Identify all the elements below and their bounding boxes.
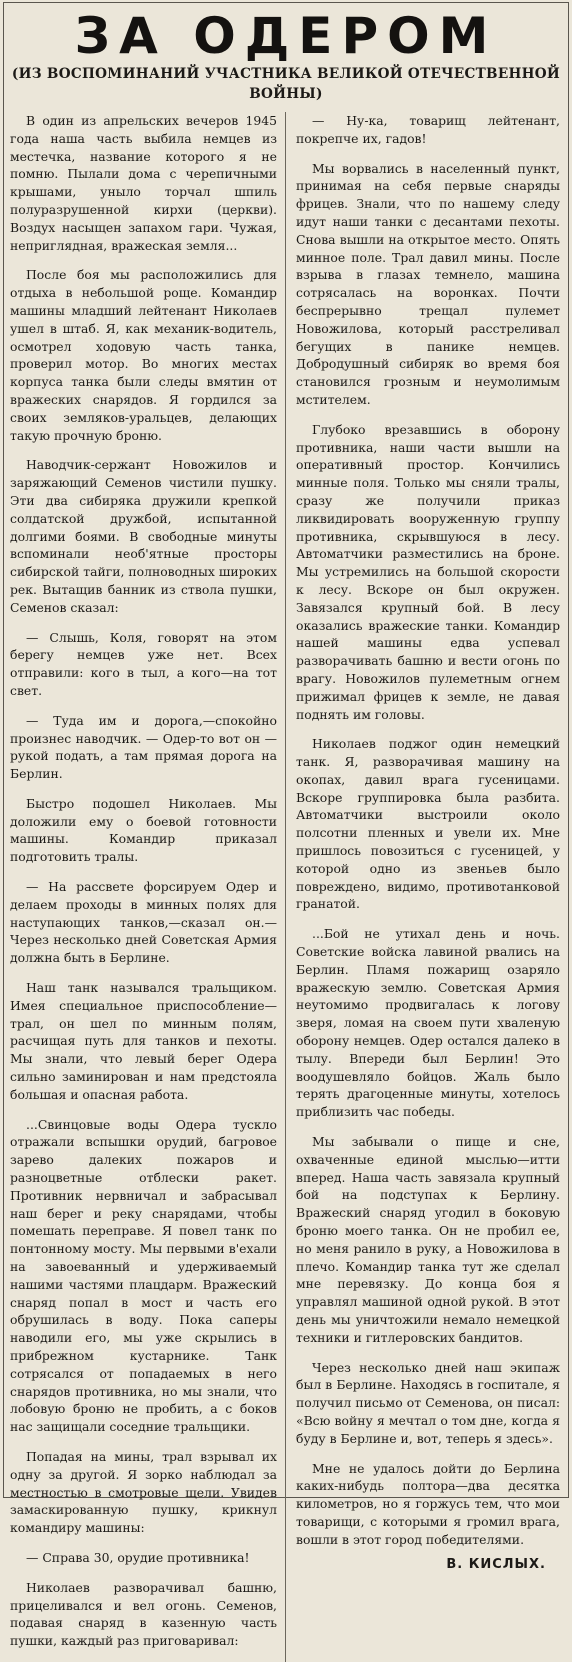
paragraph: Николаев поджог один немецкий танк. Я, разворачивая машину на окопах, давил врага гусеницами. Вскоре группировка была разбита. Автоматчики выстроили около полсотни пленных и увели их. Мне пришлось повозиться с гусеницей, у которой одно из звеньев было повреждено, видимо, противотанковой гранатой. (296, 736, 560, 912)
paragraph: Наводчик-сержант Новожилов и заряжающий Семенов чистили пушку. Эти два сибиряка дружили крепкой солдатской дружбой, испытанной долгими боями. В свободные минуты вспоминали необ'ятные просторы сибирской тайги, полноводных широких рек. Вытащив банник из ствола пушки, Семенов сказал: (10, 457, 277, 615)
right-column (286, 112, 566, 1662)
left-column (6, 112, 286, 1662)
paragraph: Мы забывали о пище и сне, охваченные единой мыслью—итти вперед. Наша часть завязала крупный бой на подступах к Берлину. Вражеский снаряд угодил в боковую броню моего танка. Он не пробил ее, но меня ранило в руку, а Новожилова в плечо. Командир танка тут же сделал мне перевязку. До конца боя я управлял машиной одной рукой. В этот день мы уничтожили немало немецкой техники и гитлеровских бандитов. (296, 1134, 560, 1345)
article-subtitle: (ИЗ ВОСПОМИНАНИЙ УЧАСТНИКА ВЕЛИКОЙ ОТЕЧЕСТВЕННОЙ ВОЙНЫ) (11, 66, 561, 102)
paragraph: Мы ворвались в населенный пункт, принимая на себя первые снаряды фрицев. Знали, что по нашему следу идут наши танки с десантами пехоты. Снова вышли на открытое место. Опять минное поле. Трал давил мины. После взрыва в глазах темнело, машина сотрясалась на воронках. Почти беспрерывно трещал пулемет Новожилова, который расстреливал бегущих в панике немцев. Добродушный сибиряк во время боя становился грозным и неумолимым мстителем. (296, 160, 560, 407)
article-columns (6, 112, 566, 1662)
paragraph: Глубоко врезавшись в оборону противника, наши части вышли на оперативный простор. Кончились минные поля. Только мы сняли тралы, сразу же получили приказ ликвидировать вооруженную группу противника, скрывшуюся в лесу. Автоматчики разместились на броне. Мы устремились на большой скорости к лесу. Вскоре он был окружен. Завязался крупный бой. В лесу оказались вражеские танки. Командир нашей машины едва успевал разворачивать башню и вести огонь по врагу. Новожилов пулеметным огнем прижимал фрицев к земле, не давая поднять им головы. (296, 421, 560, 722)
paragraph: Мне не удалось дойти до Берлина каких-нибудь полтора—два десятка километров, но я горжусь тем, что мои товарищи, с которыми я громил врага, вошли в этот город победителями. (296, 1460, 560, 1547)
paragraph: — Слышь, Коля, говорят на этом берегу немцев уже нет. Всех отправили: кого в тыл, а кого—на тот свет. (10, 629, 277, 698)
paragraph: — Туда им и дорога,—спокойно произнес наводчик. — Одер-то вот он —рукой подать, а там прямая дорога на Берлин. (10, 712, 277, 782)
paragraph: Николаев разворачивал башню, прицеливался и вел огонь. Семенов, подавая снаряд в казенную часть пушки, каждый раз приговаривал: (10, 1579, 277, 1649)
paragraph: ...Свинцовые воды Одера тускло отражали вспышки орудий, багровое зарево далеких пожаров и разноцветные отблески ракет. Противник нервничал и забрасывал наш берег и реку снарядами, чтобы помешать переправе. Я повел танк по понтонному мосту. Мы первыми в'ехали на завоеванный и удерживаемый нашими частями плацдарм. Вражеский снаряд попал в мост и часть его обрушилась в воду. Пока саперы наводили его, мы уже скрылись в прибрежном кустарнике. Танк сотрясался от попадаемых в него снарядов противника, но мы знали, что лобовую броню не пробить, а с боков нас защищали соседние тральщики. (10, 1116, 277, 1435)
paragraph: Попадая на мины, трал взрывал их одну за другой. Я зорко наблюдал за местностью в смотровые щели. Увидев замаскированную пушку, крикнул командиру машины: (10, 1448, 277, 1536)
paragraph: Наш танк назывался тральщиком. Имея специальное приспособление—трал, он шел по минным полям, расчищая путь для танков и пехоты. Мы знали, что левый берег Одера сильно заминирован и нам предстояла большая и опасная работа. (10, 980, 277, 1102)
paragraph: Через несколько дней наш экипаж был в Берлине. Находясь в госпитале, я получил письмо от Семенова, он писал: «Всю войну я мечтал о том дне, когда я буду в Берлине и, вот, теперь я здесь». (296, 1359, 560, 1446)
paragraph: — Ну-ка, товарищ лейтенант, покрепче их, гадов! (296, 113, 560, 146)
paragraph: После боя мы расположились для отдыха в небольшой роще. Командир машины младший лейтенант Николаев ушел в штаб. Я, как механик-водитель, осмотрел ходовую часть танка, проверил мотор. Во многих местах корпуса танка были следы вмятин от вражеских снарядов. Я гордился за своих земляков-уральцев, делающих такую прочную броню. (10, 267, 277, 443)
paragraph: ...Бой не утихал день и ночь. Советские войска лавиной рвались на Берлин. Пламя пожарищ озаряло вражескую землю. Советская Армия неутомимо продвигалась к логову зверя, ломая на своем пути хваленую оборону немцев. Одер остался далеко в тылу. Впереди был Берлин! Это воодушевляло бойцов. Жаль было терять драгоценные минуты, хотелось приблизить час победы. (296, 926, 560, 1120)
article-title: ЗА ОДЕРОМ (74, 7, 498, 65)
paragraph: Быстро подошел Николаев. Мы доложили ему о боевой готовности машины. Командир приказал подготовить тралы. (10, 795, 277, 865)
paragraph: — Справа 30, орудие противника! (26, 1549, 250, 1565)
paragraph: В один из апрельских вечеров 1945 года наша часть выбила немцев из местечка, название которого я не помню. Пылали дома с черепичными крышами, уныло торчал шпиль полуразрушенной кирхи (церкви). Воздух насыщен запахом гари. Чужая, неприглядная, вражеская земля... (10, 113, 277, 253)
paragraph: — На рассвете форсируем Одер и делаем проходы в минных полях для наступающих танков,—сказал он.— Через несколько дней Советская Армия должна быть в Берлине. (10, 879, 277, 966)
author-signature: В. КИСЛЫХ. (446, 1556, 546, 1572)
